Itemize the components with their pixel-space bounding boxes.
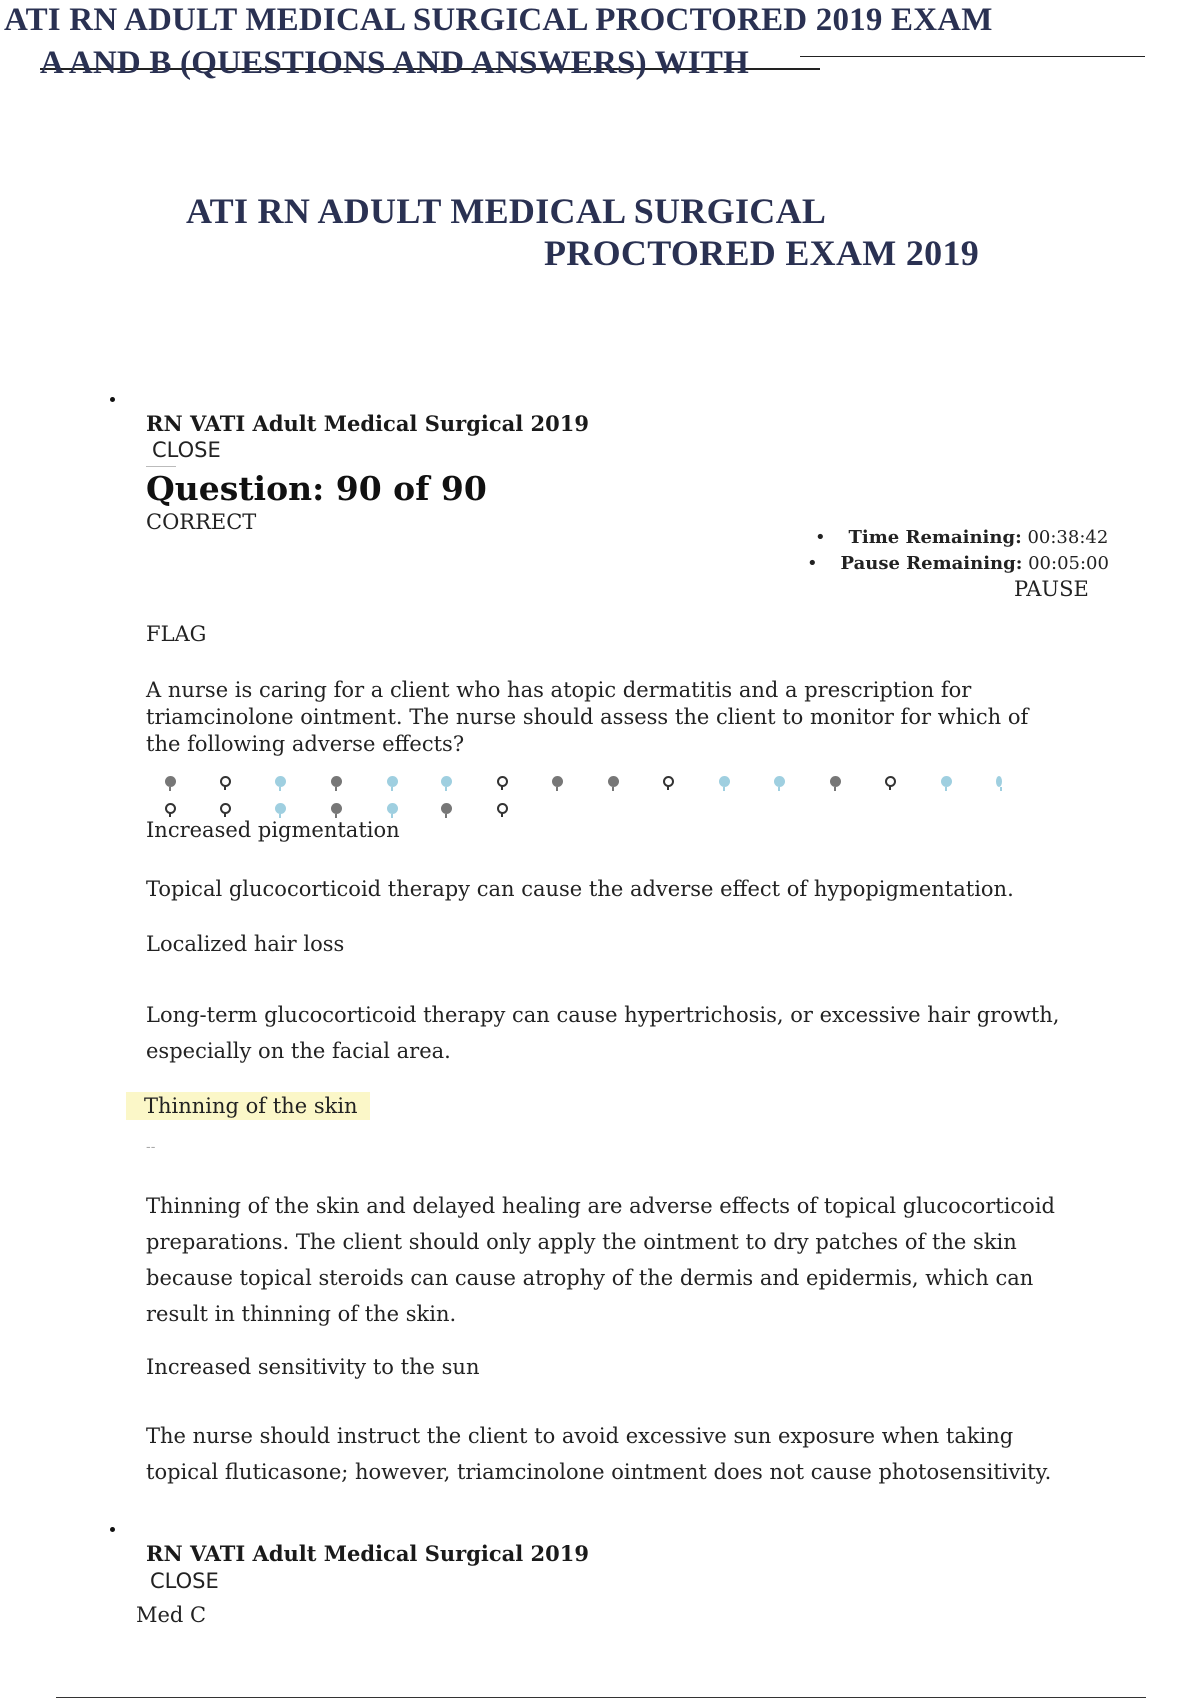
- next-exam-name: RN VATI Adult Medical Surgical 2019: [146, 1541, 589, 1566]
- question-nav-dot[interactable]: [774, 776, 785, 787]
- time-remaining-value: 00:38:42: [1027, 527, 1109, 548]
- timer-bullet: •: [815, 527, 826, 548]
- title-rule: [800, 56, 1145, 57]
- pause-remaining: [807, 553, 1109, 574]
- question-nav-dot[interactable]: [331, 803, 342, 814]
- question-heading: Question: 90 of 90: [146, 469, 487, 508]
- question-nav-dot[interactable]: [275, 776, 286, 787]
- question-nav-dot[interactable]: [387, 776, 398, 787]
- question-nav-dot[interactable]: [165, 776, 176, 787]
- pause-remaining-label: Pause Remaining:: [840, 553, 1023, 574]
- question-nav-dot[interactable]: [441, 776, 452, 787]
- close-button[interactable]: CLOSE: [152, 438, 221, 462]
- timer-bullet: •: [807, 553, 818, 574]
- pause-remaining-value: 00:05:00: [1028, 553, 1109, 574]
- list-bullet: [110, 1527, 115, 1532]
- answer-option-thinning-of-the-skin[interactable]: [126, 1094, 370, 1118]
- pause-button[interactable]: PAUSE: [1014, 577, 1089, 601]
- document-subtitle-line-2: PROCTORED EXAM 2019: [544, 233, 980, 273]
- question-text: A nurse is caring for a client who has atopic dermatitis and a prescription for triamcinolone ointment. The nurse should assess the client to monitor for which of the following adverse effects?: [146, 678, 1029, 756]
- flag-button[interactable]: FLAG: [146, 622, 207, 646]
- question-nav-dot[interactable]: [830, 776, 841, 787]
- selected-answer-highlight: Thinning of the skin: [126, 1092, 370, 1120]
- document-title-line-1: ATI RN ADULT MEDICAL SURGICAL PROCTORED 2019 EXAM: [4, 2, 993, 38]
- question-nav-dot[interactable]: [220, 776, 231, 787]
- section-label: Med C: [136, 1603, 207, 1627]
- question-nav-dot[interactable]: [497, 803, 508, 814]
- question-nav-dot[interactable]: [331, 776, 342, 787]
- document-title-line-2: A AND B (QUESTIONS AND ANSWERS) WITH: [40, 45, 749, 81]
- answer-option-localized-hair-loss[interactable]: Localized hair loss: [146, 932, 345, 956]
- time-remaining-label: Time Remaining:: [848, 527, 1022, 548]
- rationale-increased-sensitivity-to-the-sun: The nurse should instruct the client to avoid excessive sun exposure when taking topical fluticasone; however, triamcinolone ointment does not cause photosensitivity.: [146, 1424, 1052, 1484]
- question-nav-dot[interactable]: [552, 776, 563, 787]
- question-nav-dot[interactable]: [165, 803, 176, 814]
- list-bullet: [110, 397, 115, 402]
- question-nav-dot[interactable]: [996, 776, 1002, 787]
- close-underline: [146, 466, 176, 467]
- time-remaining: [815, 527, 1108, 548]
- question-nav-dot[interactable]: [387, 803, 398, 814]
- answer-separator: --: [146, 1140, 156, 1155]
- question-nav-dot[interactable]: [275, 803, 286, 814]
- question-nav-dot[interactable]: [220, 803, 231, 814]
- question-nav-dot[interactable]: [885, 776, 896, 787]
- document-subtitle-line-1: ATI RN ADULT MEDICAL SURGICAL: [186, 191, 827, 231]
- question-nav-dot[interactable]: [719, 776, 730, 787]
- page-bottom-rule: [56, 1697, 1146, 1698]
- rationale-localized-hair-loss: Long-term glucocorticoid therapy can cause hypertrichosis, or excessive hair growth, especially on the facial area.: [146, 1003, 1060, 1063]
- rationale-increased-pigmentation: Topical glucocorticoid therapy can cause the adverse effect of hypopigmentation.: [146, 877, 1014, 901]
- question-nav-dot[interactable]: [941, 776, 952, 787]
- question-nav-dot[interactable]: [608, 776, 619, 787]
- rationale-thinning-of-the-skin: Thinning of the skin and delayed healing are adverse effects of topical glucocorticoid preparations. The client should only apply the ointment to dry patches of the skin because topical steroids can cause atrophy of the dermis and epidermis, which can result in thinning of the skin.: [146, 1194, 1055, 1326]
- question-nav-dot[interactable]: [663, 776, 674, 787]
- question-nav-dot[interactable]: [497, 776, 508, 787]
- question-nav-dot[interactable]: [441, 803, 452, 814]
- next-close-button[interactable]: CLOSE: [150, 1569, 219, 1593]
- answer-option-increased-pigmentation[interactable]: Increased pigmentation: [146, 818, 400, 842]
- answer-option-increased-sensitivity-to-the-sun[interactable]: Increased sensitivity to the sun: [146, 1355, 480, 1379]
- exam-name: RN VATI Adult Medical Surgical 2019: [146, 411, 589, 436]
- result-status: CORRECT: [146, 510, 257, 534]
